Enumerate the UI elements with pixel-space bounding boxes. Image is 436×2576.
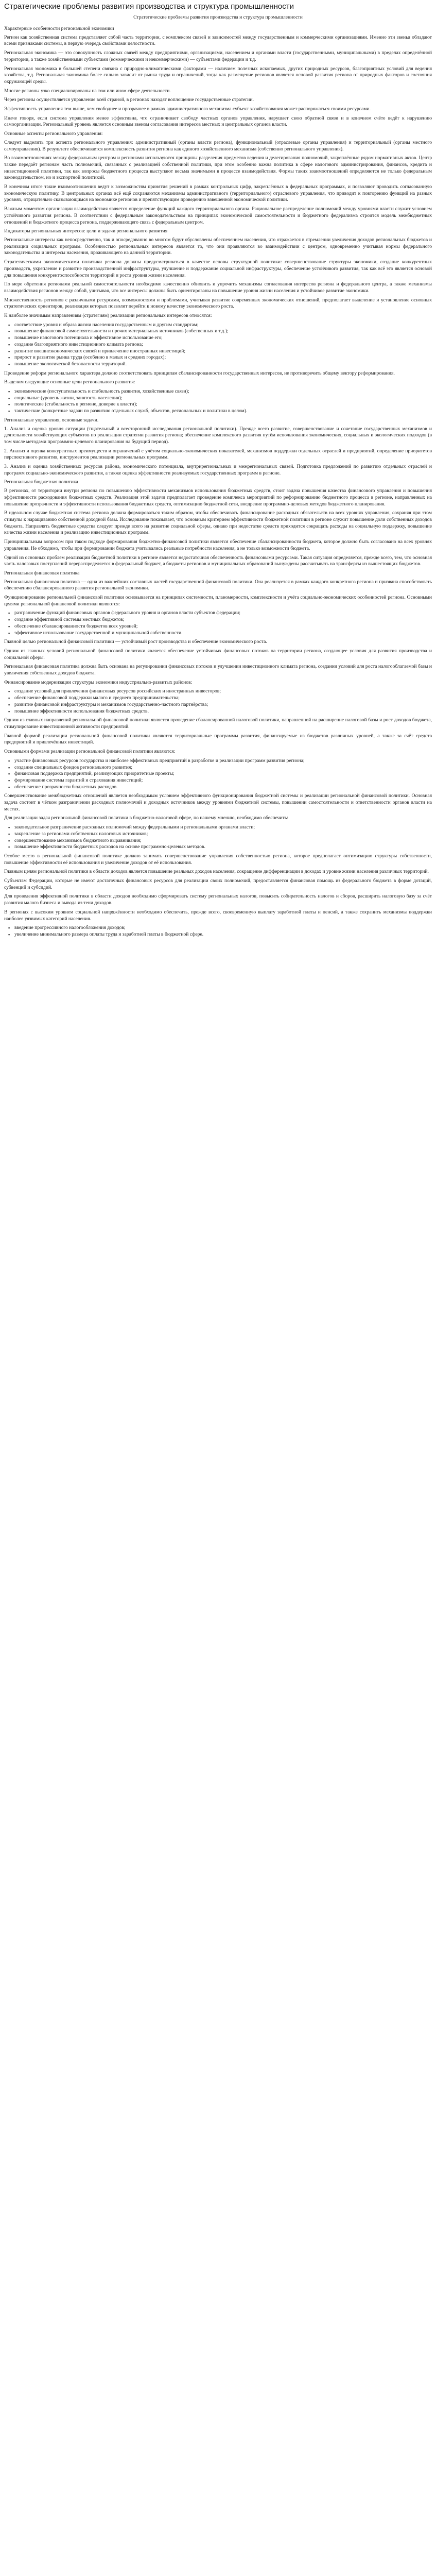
list-item: ▪ тактические (конкретные задачи по развитию отдельных служб, объектов, региональных и политики в целом). [14, 408, 432, 415]
list-item: ▪ создание благоприятного инвестиционного климата региона; [14, 342, 432, 348]
paragraph: Региональная финансовая политика — одна из важнейших составных частей государственной финансовой политики. Она реализуется в рамках каждого конкретного региона и призвана способствовать обеспечению сбалансированного развития региональной экономики. [4, 579, 432, 591]
paragraph: 2. Анализ и оценка конкурентных преимуществ и ограничений с учётом социально-экономических показателей, механизмов поддержки отдельных отраслей и предприятий, определение приоритетов перспективного развития, инструментов реализации региональных программ. [4, 448, 432, 461]
paragraph: Во взаимоотношениях между федеральным центром и регионами используются принципы разделения предметов ведения и делегирования полномочий, закреплённые рядом нормативных актов. Центр также передаёт регионам часть полномочий, связанных с реализацией собственной политики, при этом особенно важна политика в сфере налогового администрирования, финансов, кредита и инвестиционной политики, так как вопросы бюджетного процесса выступают весьма значимыми в процессе взаимодействия. Формы таких взаимоотношений определяются не только федеральным законодательством, но и экспортной политикой. [4, 155, 432, 181]
paragraph: Для проведения эффективной политики в области доходов необходимо сформировать систему региональных налогов, повысить собирательность налогов и сборов, расширить налоговую базу за счёт развития малого бизнеса и вывода из тени доходов. [4, 893, 432, 906]
paragraph: Региональная экономика — это совокупность сложных связей между предприятиями, организациями, населением и органами власти (государственными, муниципальными) в пределах определённой территории, а также хозяйственными субъектами (коммерческими и некоммерческими) — субъектами федерации и т.д. [4, 50, 432, 62]
list-item: ▪ создание условий для привлечения финансовых ресурсов российских и иностранных инвесторов; [14, 688, 432, 695]
paragraph: Одним из главных направлений региональной финансовой политики является проведение сбалансированной налоговой политики, направленной на расширение налоговой базы и рост доходов бюджета, стимулирование инвестиционной активности предприятий. [4, 717, 432, 730]
list-item: ▪ участие финансовых ресурсов государства и наиболее эффективных предприятий в разработке и реализации программ развития региона; [14, 758, 432, 765]
list-item: ▪ закрепление за регионами собственных налоговых источников; [14, 831, 432, 838]
paragraph: Функционирование региональной финансовой политики основывается на принципах системности, планомерности, комплексности и учёта социально-экономических особенностей региона. Основными целями региональной финансовой политики являются: [4, 595, 432, 607]
paragraph: Эффективность управления тем выше, чем свободнее и прозрачнее в рамках административного механизма субъект хозяйствования может распоряжаться своими ресурсами. [4, 106, 371, 112]
paragraph: 3. Анализ и оценка хозяйственных ресурсов района, экономического потенциала, внутрирегиональных и межрегиональных связей. Подготовка предложений по развитию отдельных отраслей и программ социально-экономического развития, а также оценка эффективности реализуемых государственных программ в регионе. [4, 464, 432, 476]
paragraph: В идеальном случае бюджетная система региона должна формироваться таким образом, чтобы обеспечивать финансирование расходных обязательств на всех уровнях управления, сохраняя при этом стимулы к наращиванию собственной доходной базы. Исследование показывает, что основным критерием эффективности бюджетной политики в регионе служит повышение доли собственных доходов бюджета. Направлять бюджетные средства следует прежде всего на развитие социальной сферы, однако при недостатке средств приходится сокращать расходы на социальную поддержку, повышение качества жизни населения и реализацию инвестиционных программ. [4, 510, 432, 536]
bullet-list [4, 688, 432, 715]
list-item: ▪ повышение эффективности использования бюджетных средств. [14, 708, 432, 715]
bullet-list [4, 758, 432, 791]
paragraph: Для реализации задач региональной финансовой политики в бюджетно-налоговой сфере, по нашему мнению, необходимо обеспечить: [4, 815, 288, 821]
paragraph: Многие регионы узко специализированы на том или ином сфере деятельности. [4, 88, 171, 94]
list-item: ▪ развитие финансовой инфраструктуры и механизмов государственно-частного партнёрства; [14, 702, 432, 708]
paragraph: Региональная финансовая политика должна быть основана на регулировании финансовых потоков и улучшении инвестиционного климата региона, создании условий для роста налогооблагаемой базы и увеличения собственных доходов бюджета. [4, 664, 432, 676]
list-item: ▪ политические (стабильность в регионе, доверие к власти); [14, 401, 432, 408]
paragraph: Особое место в региональной финансовой политике должно занимать совершенствование управления собственностью региона, которое предполагает оптимизацию структуры собственности, повышение эффективности её использования и увеличение доходов от её использования. [4, 853, 432, 866]
list-item: ▪ разграничение функций финансовых органов федерального уровня и органов власти субъектов федерации; [14, 610, 432, 617]
paragraph: Множественность регионов с различными ресурсами, возможностями и проблемами, учитывая развитие современных экономических отношений, предполагает выделение и установление основных стратегических ориентиров, реализация которых позволит перейти к новому качеству экономического роста. [4, 297, 432, 310]
bullet-list [4, 925, 432, 938]
paragraph: В регионах, от территории внутри региона по повышению эффективности механизмов использования бюджетных средств, стоит задача повышения качества финансового управления и повышения эффективности расходования бюджетных средств. Реализация этой задачи предполагает проведение комплекса мероприятий по реформированию бюджетного процесса в регионе, направленных на повышение прозрачности и эффективности использования бюджетных средств, оптимизацию бюджетной сети, внедрение программно-целевых методов бюджетного планирования. [4, 488, 432, 507]
paragraph: Выделим следующие основные цели регионального развития: [4, 379, 135, 385]
paragraph: Региональные интересы как непосредственно, так и опосредованно во многом будут обусловлены обеспечением населения, что отражается в стремлении увеличения доходов региональных бюджетов и реализации социальных программ. Особенностью региональных интересов является то, что они проявляются во взаимодействии с центром, одновременно учитывая нормы федерального законодательства и интересы населения, проживающего на данной территории. [4, 236, 432, 256]
paragraph: Одним из главных условий региональной финансовой политики является обеспечение устойчивых финансовых потоков на территории региона, создающее условия для развития производства и социальной сферы. [4, 648, 432, 660]
list-item: ▪ законодательное разграничение расходных полномочий между федеральными и региональными органами власти; [14, 824, 432, 831]
paragraph: 1. Анализ и оценка уровня ситуации (тщательный и всесторонний исследования региональной политики). Прежде всего развитие, совершенствование и сочетание государственных механизмов и деятельности хозяйствующих субъектов по реализации стратегии развития региона; обеспечение комплексного развития путём использования экономических, социальных и экологических подходов (в том числе методами программно-целевого планирования на будущий период). [4, 426, 432, 445]
bullet-list [4, 610, 432, 636]
paragraph: Региональная экономика в большей степени связана с природно-климатическими факторами — наличием полезных ископаемых, других природных ресурсов, благоприятных условий для ведения хозяйства, т.д. Региональная экономика более сильно зависит от рынка труда и ограничений, тогда как размещение регионов является основой развития региона от природных факторов и состояния окружающей среды. [4, 65, 432, 84]
section-heading: Индикаторы региональных интересов: цели и задачи регионального развития [4, 228, 168, 234]
paragraph: Иначе говоря, если система управления менее эффективна, что ограничивает свободу частных органов управления, нарушает свою обратной связи и в конечном счёте ведёт к нарушению самоорганизации. Региональный уровень является основным звеном согласования интересов местных и центральных органов власти. [4, 115, 432, 128]
list-item: ▪ развитие внешнеэкономических связей и привлечение иностранных инвестиций; [14, 348, 432, 355]
paragraph: Через регионы осуществляется управление всей страной, в регионах находят воплощение государственные стратегии. [4, 97, 254, 103]
paragraph: В конечном итоге такие взаимоотношения ведут к возможностям принятия решений в рамках контрольных цифр, закреплённых в федеральных программах, и позволяют проводить согласованную экономическую политику. В центральных органах всё ещё сохраняются механизмы административного (территориального) отраслевого управления, что приводит к повторению функций на разных уровнях, отрицательно сказывающимся на экономике регионов и препятствующим проведению взвешенной экономической политики. [4, 184, 432, 203]
list-item: ▪ создание специальных фондов регионального развития; [14, 765, 432, 771]
list-item: ▪ введение прогрессивного налогообложения доходов; [14, 925, 432, 931]
list-item: ▪ повышение эффективности бюджетных расходов на основе программно-целевых методов. [14, 844, 432, 851]
list-item: ▪ соответствие уровня и образа жизни населения государственным и другим стандартам; [14, 322, 432, 329]
paragraph: Совершенствование межбюджетных отношений является необходимым условием эффективного функционирования бюджетной системы и реализации региональной финансовой политики. Основная задача состоит в чётком разграничении расходных полномочий и доходных источников между уровнями бюджетной системы, повышении самостоятельности и ответственности органов власти на местах. [4, 793, 432, 812]
list-item: ▪ повышение экологической безопасности территорий. [14, 361, 432, 368]
paragraph: В регионах с высоким уровнем социальной напряжённости необходимо обеспечить, прежде всего, своевременную выплату заработной платы и пенсий, а также сохранить механизмы поддержки наиболее уязвимых категорий населения. [4, 909, 432, 922]
section-heading: Региональные управления, основные задачи. [4, 417, 99, 423]
paragraph: Финансирование модернизации структуры экономики индустриально-развитых районов: [4, 679, 193, 685]
bullet-list [4, 322, 432, 368]
paragraph: Главным целям региональной политики в области доходов является повышение реальных доходов населения, сокращение дифференциации в доходах и уровне жизни населения различных территорий. [4, 869, 429, 875]
list-item: ▪ совершенствование механизмов бюджетного выравнивания; [14, 838, 432, 844]
bullet-list [4, 824, 432, 851]
section-heading: Характерные особенности региональной экономики [4, 26, 114, 31]
document-subtitle: Стратегические проблемы развития производства и структура промышленности [133, 14, 303, 20]
section-heading: Региональная бюджетная политика [4, 479, 78, 485]
list-item: ▪ обеспечение сбалансированности бюджетов всех уровней; [14, 623, 432, 630]
list-item: ▪ финансовая поддержка предприятий, реализующих приоритетные проекты; [14, 771, 432, 777]
paragraph: Следует выделить три аспекта регионального управления: административный (органы власти региона), функциональный (отраслевые органы управления) и территориальный (органы местного самоуправления). В результате обеспечивается комплексность развития региона как единого хозяйственного механизма (собственно регионального управления). [4, 139, 432, 152]
list-item: ▪ повышение финансовой самостоятельности и прочих материальных источников (собственных и т.д.); [14, 328, 432, 335]
paragraph: Проведение реформ регионального характера должно соответствовать принципам сбалансированности государственных интересов, не противоречить общему вектору реформирования. [4, 370, 395, 376]
paragraph: По мере обретения регионами реальной самостоятельности необходимо качественно обновить и упрочить механизмы согласования интересов региона и федерального центра, а также механизмы взаимодействия регионов между собой, учитывая, что все интересы должны быть ориентированы на повышение уровня жизни населения и устойчивое развитие экономики. [4, 281, 432, 294]
paragraph: К наиболее значимым направлениям (стратегиям) реализации региональных интересов относятся: [4, 313, 212, 319]
list-item: ▪ экономические (поступательность и стабильность развития, хозяйственные связи); [14, 388, 432, 395]
list-item: ▪ обеспечение финансовой поддержки малого и среднего предпринимательства; [14, 695, 432, 702]
paragraph: Субъектам Федерации, которые не имеют достаточных финансовых ресурсов для реализации своих полномочий, предоставляется финансовая помощь из федерального бюджета в форме дотаций, субвенций и субсидий. [4, 878, 432, 890]
list-item: ▪ повышение налогового потенциала и эффективное использование его; [14, 335, 432, 342]
list-item: ▪ увеличение минимального размера оплаты труда и заработной платы в бюджетной сфере. [14, 931, 432, 938]
list-item: ▪ формирование системы гарантий и страхования инвестиций; [14, 777, 432, 784]
paragraph: Стратегическими экономическими политики региона должны предусматриваться в качестве основы структурной политики: совершенствование структуры экономики, создание конкурентных производств, укрепление и развитие производственной инфраструктуры, улучшение и поддержание социальной инфраструктуры, обеспечение устойчивого развития, так как всё это является основой для повышения конкурентоспособности территорий и роста уровня жизни населения. [4, 259, 432, 278]
section-heading: Региональная финансовая политика [4, 570, 80, 576]
list-item: ▪ эффективное использование государственной и муниципальной собственности. [14, 630, 432, 637]
list-item: ▪ обеспечение прозрачности бюджетных расходов. [14, 784, 432, 791]
paragraph: Главной формой реализации региональной финансовой политики являются территориальные программы развития, финансируемые из бюджетов различных уровней, а также за счёт средств предприятий и привлечённых инвестиций. [4, 733, 432, 745]
list-item: ▪ прирост и развитие рынка труда (особенно в малых и средних городах); [14, 354, 432, 361]
document-title: Стратегические проблемы развития производства и структура промышленности [4, 2, 294, 11]
list-item: ▪ создание эффективной системы местных бюджетов; [14, 617, 432, 623]
paragraph: Важным моментом организации взаимодействия является определение функций каждого территориального органа. Рациональное распределение полномочий между уровнями власти служит условием устойчивого развития региона. В соответствии с федеральным законодательством на принципах экономической самостоятельности и бюджетного федерализма строится модель межбюджетных отношений и бюджетного процесса региона, поддерживающего связь с федеральным центром. [4, 206, 432, 225]
paragraph: Регион как хозяйственная система представляет собой часть территории, с комплексом связей и зависимостей между государственным и коммерческими организациями. Именно эти звенья обладают всеми признаками системы, в первую очередь свойствами целостности. [4, 34, 432, 47]
section-heading: Основные аспекты регионального управления: [4, 131, 103, 137]
document-body [4, 26, 432, 938]
paragraph: Одной из основных проблем реализации бюджетной политики в регионе является недостаточная обеспеченность финансовыми ресурсами. Такая ситуация определяется, прежде всего, тем, что основная часть налоговых поступлений перераспределяется в федеральный бюджет, а бюджеты регионов и муниципальных образований вынуждены рассчитывать на трансферты из вышестоящих бюджетов. [4, 554, 432, 567]
bullet-list [4, 388, 432, 415]
list-item: ▪ социальные (уровень жизни, занятость населения); [14, 395, 432, 402]
paragraph: Основными формами реализации региональной финансовой политики являются: [4, 749, 176, 755]
paragraph: Главной целью региональной финансовой политики — устойчивый рост производства и обеспечение экономического роста. [4, 639, 267, 645]
paragraph: Принципиальным вопросом при таком подходе формирования бюджетно-финансовой политики является обеспечение сбалансированности бюджета, которое должно быть согласовано на всех уровнях управления. Не обходимо, чтобы при формировании бюджета учитывались реальные потребности населения, а не только возможности бюджета. [4, 539, 432, 551]
